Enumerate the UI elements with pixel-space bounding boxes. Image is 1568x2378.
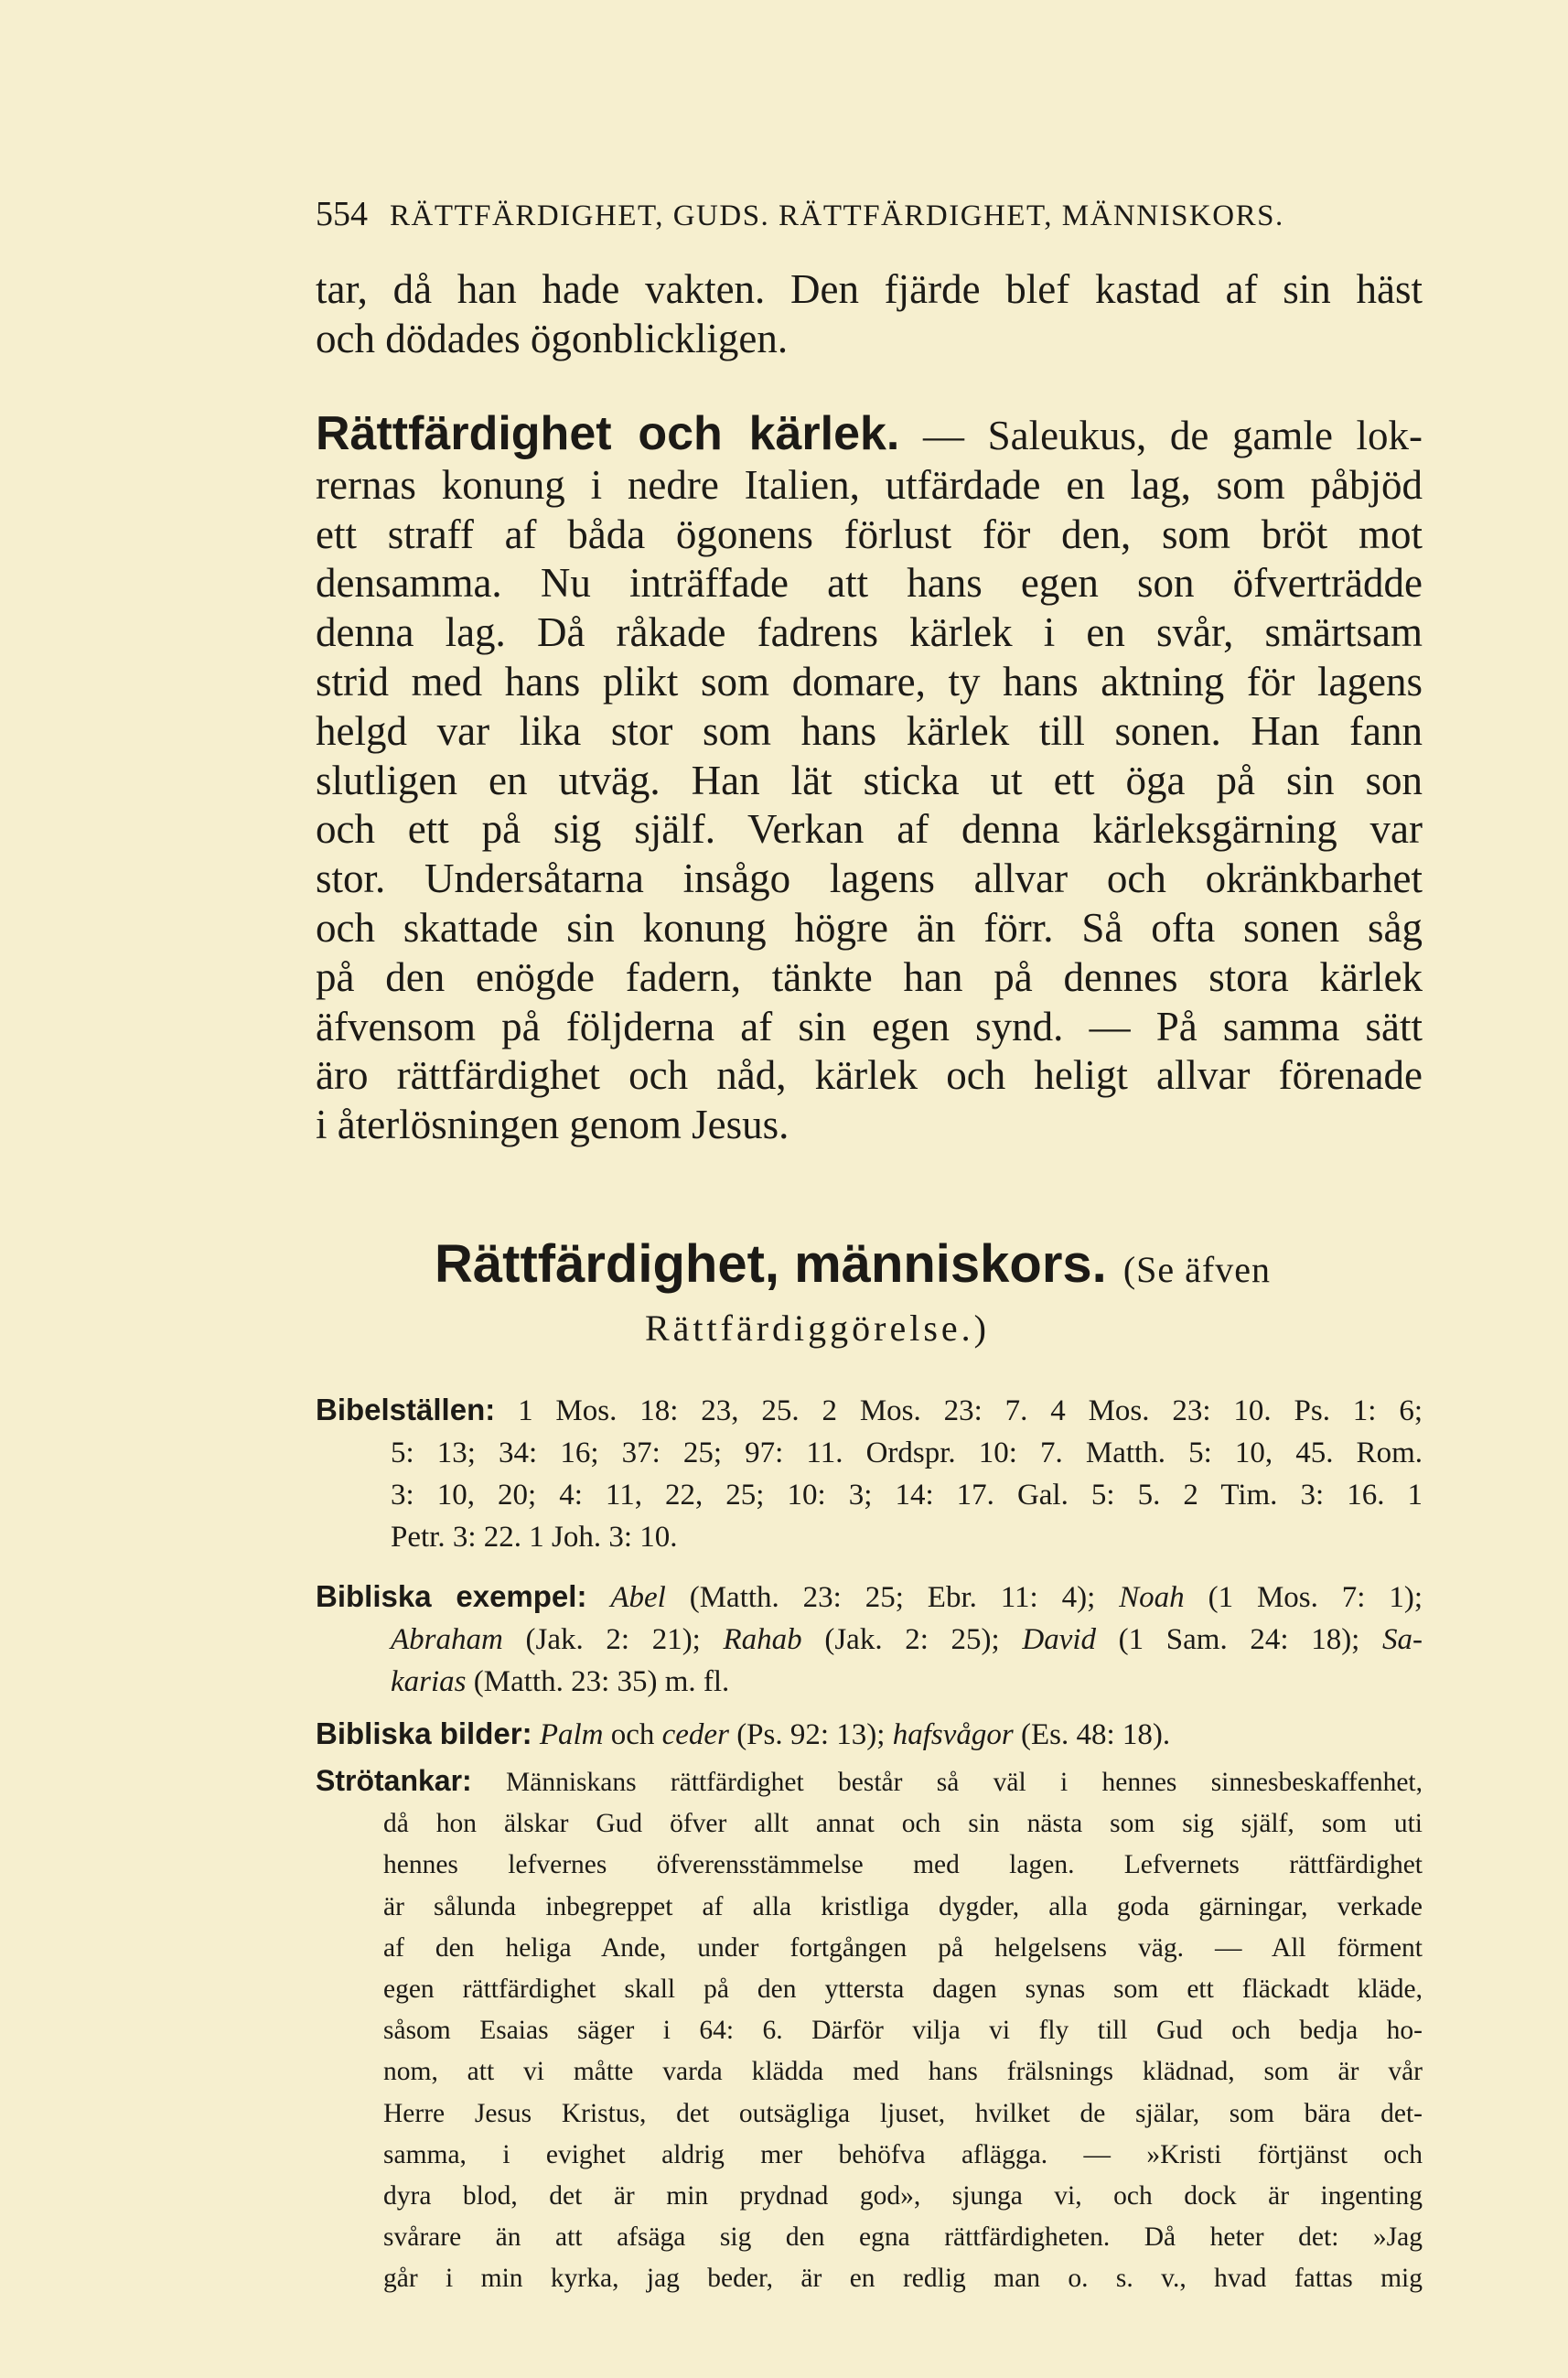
text-line: och ett på sig själf. Verkan af denna kärleksgärning var xyxy=(316,806,1423,853)
text-line: af den heliga Ande, under fortgången på helgelsens väg. — All förment xyxy=(383,1932,1423,1963)
text-line: 3: 10, 20; 4: 11, 22, 25; 10: 3; 14: 17. Gal. 5: 5. 2 Tim. 3: 16. 1 xyxy=(391,1479,1423,1512)
text-fragment: (Jak. 2: 25); xyxy=(801,1623,1023,1656)
text-line: ett straff af båda ögonens förlust för den, som bröt mot xyxy=(316,511,1423,557)
text-line: och dödades ögonblickligen. xyxy=(316,315,789,361)
entry-first-line xyxy=(316,1576,1423,1619)
entry-label: Strötankar: xyxy=(316,1764,472,1797)
text-line: egen rättfärdighet skall på den yttersta dagen synas som ett fläckadt kläde, xyxy=(383,1974,1423,2005)
name: hafsvågor xyxy=(892,1718,1014,1751)
text-line: i återlösningen genom Jesus. xyxy=(316,1102,789,1148)
name: Noah xyxy=(1119,1581,1185,1614)
name: Palm xyxy=(539,1718,604,1751)
text-fragment: (Jak. 2: 21); xyxy=(502,1623,724,1656)
article-rattfardighet-och-karlek xyxy=(316,407,1423,1150)
text-line: då hon älskar Gud öfver allt annat och sin nästa som sig själf, som uti xyxy=(383,1809,1423,1839)
section-heading: Rättfärdighet, människors. xyxy=(435,1234,1107,1294)
text-fragment: (Es. 48: 18). xyxy=(1013,1718,1171,1751)
text-fragment: (1 Sam. 24: 18); xyxy=(1096,1623,1383,1656)
name: Sa- xyxy=(1382,1623,1423,1656)
text-fragment: — Saleukus, de gamle lok- xyxy=(922,413,1423,458)
text-line: är sålunda inbegreppet af alla kristliga dygder, alla goda gärningar, verkade xyxy=(383,1891,1423,1921)
name: Rahab xyxy=(723,1623,802,1656)
text-line: rernas konung i nedre Italien, utfärdade en lag, som påbjöd xyxy=(316,461,1423,508)
article-first-line xyxy=(316,407,1423,461)
bibliska-bilder-entry xyxy=(316,1713,1423,1756)
text-line: och skattade sin konung högre än förr. Så ofta sonen såg xyxy=(316,904,1423,951)
article-heading: Rättfärdighet och kärlek. xyxy=(316,407,900,460)
text-line: densamma. Nu inträffade att hans egen son öfverträdde xyxy=(316,560,1423,607)
name: karias xyxy=(391,1665,467,1698)
text-line: hennes lefvernes öfverensstämmelse med lagen. Lefvernets rättfärdighet xyxy=(383,1850,1423,1880)
see-also-target: Rättfärdiggörelse.) xyxy=(645,1307,990,1349)
text-fragment: Människans rättfärdighet består så väl i hennes sinnesbeskaffenhet, xyxy=(506,1768,1423,1797)
page-number: 554 xyxy=(316,195,368,233)
name: David xyxy=(1022,1623,1097,1656)
text-line: såsom Esaias säger i 64: 6. Därför vilja vi fly till Gud och bedja ho- xyxy=(383,2016,1423,2046)
text-fragment: och xyxy=(603,1718,662,1751)
text-line: slutligen en utväg. Han lät sticka ut ett öga på sin son xyxy=(316,757,1423,803)
bibelstallen-entry xyxy=(316,1389,1423,1558)
text-line: på den enögde fadern, tänkte han på dennes stora kärlek xyxy=(316,953,1423,1000)
bibliska-exempel-entry xyxy=(316,1576,1423,1703)
running-head xyxy=(316,194,1395,234)
text-line: tar, då han hade vakten. Den fjärde blef kastad af sin häst xyxy=(316,266,1423,312)
text-line: denna lag. Då råkade fadrens kärlek i en svår, smärtsam xyxy=(316,609,1423,656)
entry-label: Bibliska exempel: xyxy=(316,1579,587,1613)
text-line: äfvensom på följderna af sin egen synd. — På samma sätt xyxy=(316,1003,1423,1049)
name: Abraham xyxy=(391,1623,503,1656)
text-fragment: (Matth. 23: 25; Ebr. 11: 4); xyxy=(665,1581,1120,1614)
intro-paragraph xyxy=(316,265,1423,364)
text-line: dyra blod, det är min prydnad god», sjunga vi, och dock är ingenting xyxy=(383,2181,1423,2211)
entry-first-line xyxy=(316,1389,1423,1432)
text-fragment: 1 Mos. 18: 23, 25. 2 Mos. 23: 7. 4 Mos. 23: 10. Ps. 1: 6; xyxy=(518,1394,1423,1427)
running-title: RÄTTFÄRDIGHET, GUDS. RÄTTFÄRDIGHET, MÄNNISKORS. xyxy=(390,199,1284,232)
entry-label: Bibelställen: xyxy=(316,1393,496,1426)
text-fragment: (Matth. 23: 35) m. fl. xyxy=(466,1665,730,1698)
text-line xyxy=(316,1619,1423,1661)
text-fragment: (1 Mos. 7: 1); xyxy=(1184,1581,1423,1614)
text-line: svårare än att afsäga sig den egna rättfärdigheten. Då heter det: »Jag xyxy=(383,2222,1423,2253)
strotankar-entry xyxy=(316,1760,1423,2300)
text-line: stor. Undersåtarna insågo lagens allvar och okränkbarhet xyxy=(316,855,1423,902)
text-line: strid med hans plikt som domare, ty hans aktning för lagens xyxy=(316,658,1423,705)
entry-first-line xyxy=(316,1760,1423,1803)
entry-first-line xyxy=(316,1713,1423,1756)
see-also: (Se äfven xyxy=(1122,1249,1271,1290)
text-line: Petr. 3: 22. 1 Joh. 3: 10. xyxy=(391,1521,678,1554)
section-title xyxy=(435,1233,1349,1295)
text-fragment: (Ps. 92: 13); xyxy=(728,1718,893,1751)
text-line: helgd var lika stor som hans kärlek till sonen. Han fann xyxy=(316,707,1423,754)
text-line: Herre Jesus Kristus, det outsägliga ljuset, hvilket de själar, som bära det- xyxy=(383,2098,1423,2128)
text-line: nom, att vi måtte varda klädda med hans frälsnings klädnad, som är vår xyxy=(383,2057,1423,2087)
text-line xyxy=(316,1661,1423,1703)
text-line: äro rättfärdighet och nåd, kärlek och heligt allvar förenade xyxy=(316,1052,1423,1099)
text-line: samma, i evighet aldrig mer behöfva aflägga. — »Kristi förtjänst och xyxy=(383,2139,1423,2169)
name: ceder xyxy=(661,1718,729,1751)
name: Abel xyxy=(610,1581,666,1614)
text-line: går i min kyrka, jag beder, är en redlig man o. s. v., hvad fattas mig xyxy=(383,2264,1423,2294)
entry-label: Bibliska bilder: xyxy=(316,1716,532,1750)
text-line: 5: 13; 34: 16; 37: 25; 97: 11. Ordspr. 10: 7. Matth. 5: 10, 45. Rom. xyxy=(391,1436,1423,1469)
